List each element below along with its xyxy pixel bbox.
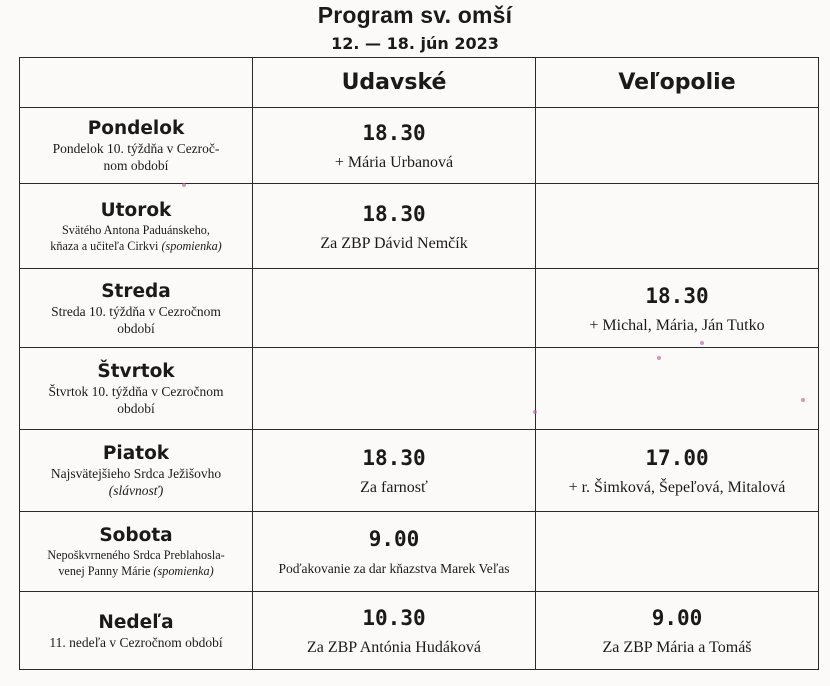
mass-time: 9.00 xyxy=(651,606,703,630)
day-row-utorok xyxy=(20,184,819,269)
scan-speck xyxy=(182,183,186,187)
day-description xyxy=(20,465,252,499)
day-desc-line: Svätého Antona Paduánskeho, xyxy=(62,222,210,237)
column-header-velopolie: Veľopolie xyxy=(536,58,819,108)
mass-cell-udavske xyxy=(253,269,536,348)
day-row-stvrtok xyxy=(20,348,819,430)
mass-intention: Za ZBP Dávid Nemčík xyxy=(320,234,468,252)
day-row-nedela xyxy=(20,592,819,670)
day-desc-line: nom období xyxy=(103,158,169,173)
mass-intention: + Michal, Mária, Ján Tutko xyxy=(589,316,765,334)
day-name: Utorok xyxy=(100,199,172,221)
mass-cell-udavske xyxy=(253,592,536,670)
day-description xyxy=(20,547,252,579)
day-note: (slávnosť) xyxy=(108,483,164,498)
day-desc-line: Nepoškvrneného Srdca Preblahosla- xyxy=(47,548,225,562)
day-row-pondelok xyxy=(20,108,819,184)
day-name: Pondelok xyxy=(87,118,185,139)
day-desc-line: období xyxy=(117,401,155,416)
mass-cell-velopolie xyxy=(536,269,819,348)
mass-time: 17.00 xyxy=(645,446,709,470)
day-row-sobota xyxy=(20,512,819,592)
day-name: Piatok xyxy=(102,443,170,464)
mass-cell-udavske xyxy=(253,430,536,512)
mass-cell-udavske xyxy=(253,512,536,592)
day-description xyxy=(20,383,252,417)
mass-cell-udavske xyxy=(253,108,536,184)
day-description xyxy=(20,634,252,651)
day-desc-line: kňaza a učiteľa Cirkvi xyxy=(50,238,159,253)
day-cell xyxy=(20,512,253,592)
day-description xyxy=(20,140,252,174)
mass-time: 18.30 xyxy=(362,201,426,226)
mass-cell-udavske xyxy=(253,348,536,430)
mass-time: 18.30 xyxy=(362,446,426,470)
day-cell xyxy=(20,430,253,512)
mass-intention: Poďakovanie za dar kňazstva Marek Veľas xyxy=(278,561,510,576)
page-title: Program sv. omší xyxy=(317,2,513,28)
day-desc-line: Pondelok 10. týždňa v Cezroč- xyxy=(52,141,220,156)
mass-intention: + r. Šimková, Šepeľová, Mitalová xyxy=(568,479,786,496)
header-row xyxy=(20,58,819,108)
day-desc-line: období xyxy=(117,320,155,336)
day-name: Štvrtok xyxy=(97,361,175,382)
day-name: Sobota xyxy=(99,525,173,546)
mass-cell-velopolie xyxy=(536,592,819,670)
mass-cell-udavske xyxy=(253,184,536,269)
day-cell xyxy=(20,348,253,430)
mass-schedule-table xyxy=(19,57,819,670)
day-row-piatok xyxy=(20,430,819,512)
mass-cell-velopolie xyxy=(536,512,819,592)
mass-intention: Za farnosť xyxy=(360,479,428,496)
mass-intention: + Mária Urbanová xyxy=(334,154,454,171)
day-cell xyxy=(20,184,253,269)
day-desc-line: 11. nedeľa v Cezročnom období xyxy=(49,634,223,650)
column-header-udavske: Udavské xyxy=(253,58,536,108)
scan-speck xyxy=(533,410,537,414)
mass-cell-velopolie xyxy=(536,348,819,430)
day-cell xyxy=(20,269,253,348)
day-desc-line: Štvrtok 10. týždňa v Cezročnom xyxy=(48,384,224,399)
mass-cell-velopolie xyxy=(536,108,819,184)
day-cell xyxy=(20,592,253,670)
day-name: Streda xyxy=(101,280,171,302)
mass-time: 9.00 xyxy=(368,527,420,551)
day-desc-line: venej Panny Márie xyxy=(58,564,151,578)
scan-speck xyxy=(700,341,704,345)
scan-speck xyxy=(801,398,805,402)
mass-time: 10.30 xyxy=(362,606,426,630)
day-cell xyxy=(20,108,253,184)
mass-intention: Za ZBP Mária a Tomáš xyxy=(602,639,752,656)
date-range: 12. — 18. jún 2023 xyxy=(331,34,499,53)
mass-time: 18.30 xyxy=(362,121,426,145)
day-desc-line: Najsvätejšieho Srdca Ježišovho xyxy=(50,466,222,481)
mass-time: 18.30 xyxy=(645,283,709,308)
scan-speck xyxy=(657,356,661,360)
day-desc-line: Streda 10. týždňa v Cezročnom xyxy=(51,303,221,319)
corner-cell xyxy=(20,58,253,108)
mass-cell-velopolie xyxy=(536,430,819,512)
day-description xyxy=(20,222,252,254)
day-note: (spomienka) xyxy=(153,564,214,578)
mass-cell-velopolie xyxy=(536,184,819,269)
day-name: Nedeľa xyxy=(98,611,174,633)
day-row-streda xyxy=(20,269,819,348)
day-description xyxy=(20,303,252,337)
mass-intention: Za ZBP Antónia Hudáková xyxy=(306,639,482,656)
day-note: (spomienka) xyxy=(161,238,222,253)
